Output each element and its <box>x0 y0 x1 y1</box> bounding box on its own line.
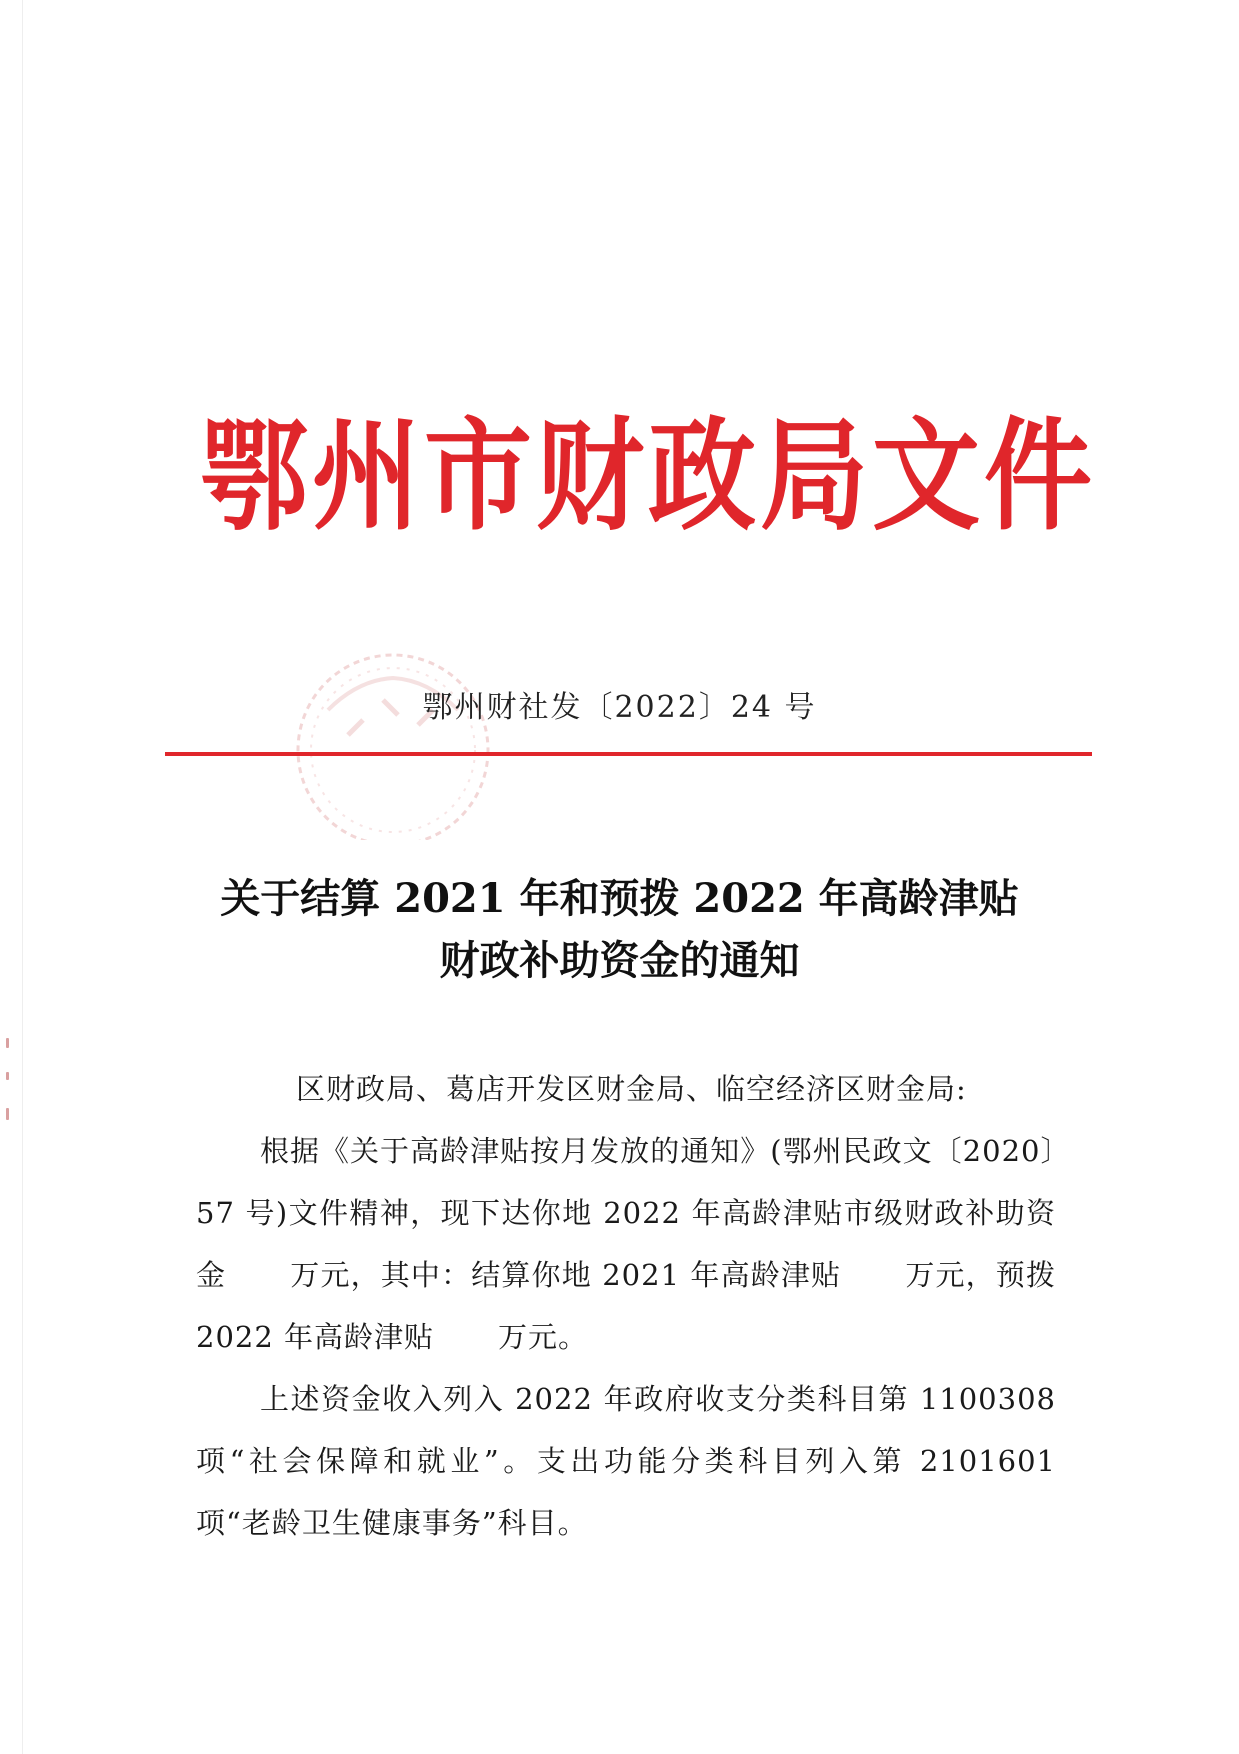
paragraph-funding-part-4: 万元。 <box>498 1320 589 1354</box>
paragraph-funding-part-2: 万元，其中：结算你地 2021 年高龄津贴 <box>290 1258 842 1292</box>
paragraph-funding <box>196 1120 1056 1368</box>
notice-body <box>196 1058 1056 1554</box>
seal-stamp <box>268 640 518 840</box>
scan-edge-mark <box>6 1108 9 1120</box>
notice-title-line-2: 财政补助资金的通知 <box>439 937 800 984</box>
scan-edge-mark <box>6 1038 9 1048</box>
masthead-title: 鄂州市财政局文件 <box>200 406 1097 548</box>
red-divider-line <box>165 752 1092 756</box>
notice-title-line-1: 关于结算 2021 年和预拨 2022 年高龄津贴 <box>220 875 1019 922</box>
document-number: 鄂州财社发〔2022〕24 号 <box>422 690 817 725</box>
salutation: 区财政局、葛店开发区财金局、临空经济区财金局: <box>296 1072 967 1106</box>
notice-title <box>0 868 1239 992</box>
paragraph-funding-part-1: 根据《关于高龄津贴按月发放的通知》(鄂州民政文〔2020〕57 号)文件精神，现下达你地 2022 年高龄津贴市级财政补助资金 <box>196 1134 1056 1292</box>
scan-edge-mark <box>6 1072 9 1080</box>
paragraph-accounts: 上述资金收入列入 2022 年政府收支分类科目第 1100308 项“社会保障和就业”。支出功能分类科目列入第 2101601 项“老龄卫生健康事务”科目。 <box>196 1382 1056 1540</box>
paragraph-funding-part-3: 万元，预拨 2022 年高龄津贴 <box>196 1258 1056 1354</box>
